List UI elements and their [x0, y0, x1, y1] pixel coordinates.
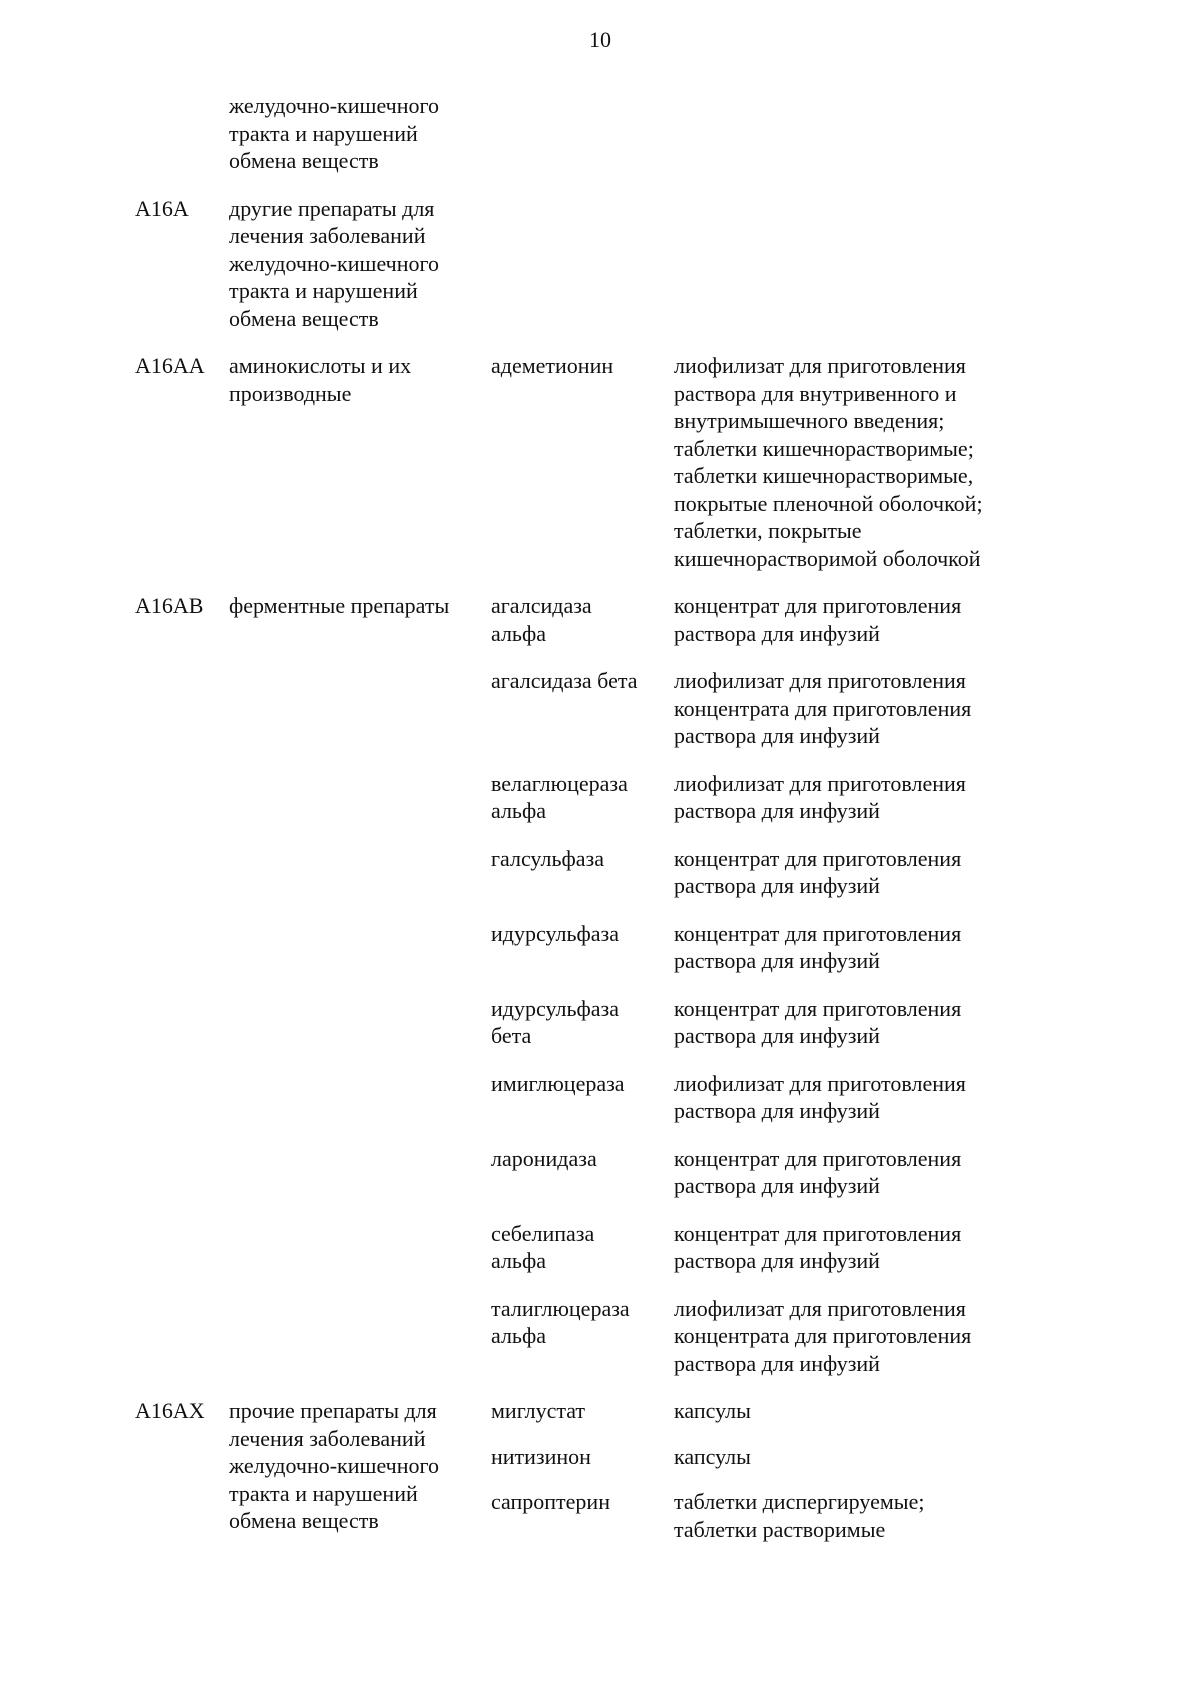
group-line: тракта и нарушений [229, 1480, 418, 1506]
drug-name: имиглюцераза [491, 1070, 625, 1096]
group-line: лечения заболеваний [229, 1425, 426, 1451]
group-name [229, 592, 491, 1377]
drug-row [491, 1397, 1145, 1425]
group-line: тракта и нарушений [229, 278, 418, 303]
drug-row [491, 1443, 1145, 1471]
dosage-form: концентрат для приготовления раствора для инфузий [674, 1220, 962, 1273]
drug-row [491, 995, 1145, 1050]
drug-name: идурсульфаза [491, 920, 619, 946]
drug-name: агалсидаза бета [491, 668, 638, 693]
atc-code [135, 92, 229, 175]
group-line: другие препараты для [229, 195, 435, 221]
drug-name: галсульфаза [491, 845, 604, 871]
form-line: таблетки, покрытые [674, 518, 862, 543]
drug-row [491, 845, 1145, 900]
drug-row [491, 1488, 1145, 1543]
atc-code: A16AA [135, 353, 205, 378]
group-line: желудочно-кишечного [229, 93, 439, 118]
group-line: прочие препараты для [229, 1398, 437, 1423]
group-line: ферментные препараты [229, 593, 450, 618]
form-line: таблетки кишечнорастворимые, [674, 463, 974, 488]
drug-name: нитизинон [491, 1443, 591, 1469]
group-line: обмена веществ [229, 305, 379, 331]
group-line: желудочно-кишечного [229, 1453, 439, 1478]
dosage-form: концентрат для приготовления раствора для инфузий [674, 593, 962, 646]
group-line: аминокислоты и их [229, 353, 412, 378]
drug-row [491, 1145, 1145, 1200]
drug-table [135, 92, 1145, 1543]
table-row-a16ab [135, 592, 1145, 1377]
drug-row [491, 1220, 1145, 1275]
group-line: обмена веществ [229, 148, 379, 173]
drug-name: сапроптерин [491, 1489, 610, 1514]
group-line: желудочно-кишечного [229, 250, 439, 276]
group-name [229, 195, 491, 333]
form-line: раствора для внутривенного и [674, 380, 957, 406]
drug-row [491, 920, 1145, 975]
table-row-continuation [135, 92, 1145, 175]
form-line: покрытые пленочной оболочкой; [674, 490, 983, 516]
drug-name [491, 352, 674, 572]
group-name [229, 1397, 491, 1543]
form-line: внутримышечного введения; [674, 408, 945, 433]
drug-name: себелипаза альфа [491, 1220, 595, 1273]
group-line: обмена веществ [229, 1508, 379, 1533]
group-line: производные [229, 380, 352, 406]
dosage-form: лиофилизат для приготовления концентрата для приготовления раствора для инфузий [674, 1295, 972, 1376]
group-name [229, 92, 491, 175]
dosage-form: концентрат для приготовления раствора для инфузий [674, 845, 962, 898]
drug-name: талиглюцераза альфа [491, 1295, 630, 1348]
drug-row [491, 770, 1145, 825]
dosage-form: капсулы [674, 1443, 751, 1469]
dosage-form: лиофилизат для приготовления концентрата для приготовления раствора для инфузий [674, 668, 972, 748]
drug-row [491, 667, 1145, 750]
form-line: лиофилизат для приготовления [674, 353, 966, 378]
drug-name: агалсидаза альфа [491, 593, 592, 646]
drug-name: велаглюцераза альфа [491, 770, 628, 823]
drug-row [491, 592, 1145, 647]
drug-row [491, 1295, 1145, 1378]
group-line: тракта и нарушений [229, 120, 418, 146]
page-number: 10 [589, 27, 611, 52]
atc-code: A16AX [135, 1398, 205, 1423]
dosage-form: концентрат для приготовления раствора для инфузий [674, 995, 962, 1048]
group-line: лечения заболеваний [229, 223, 426, 248]
table-row-a16a [135, 195, 1145, 333]
dosage-form: концентрат для приготовления раствора для инфузий [674, 920, 962, 973]
drug-name: ларонидаза [491, 1145, 597, 1171]
dosage-form: лиофилизат для приготовления раствора для инфузий [674, 770, 966, 823]
form-line: кишечнорастворимой оболочкой [674, 545, 981, 571]
drug-name: миглустат [491, 1398, 586, 1423]
table-row-a16ax [135, 1397, 1145, 1543]
dosage-form: таблетки диспергируемые; таблетки растворимые [674, 1489, 925, 1542]
dosage-form: капсулы [674, 1398, 751, 1423]
dosage-form: лиофилизат для приготовления раствора для инфузий [674, 1070, 966, 1123]
form-line: таблетки кишечнорастворимые; [674, 435, 974, 461]
group-name [229, 352, 491, 572]
atc-code: A16AB [135, 593, 204, 618]
atc-code: A16A [135, 195, 189, 221]
table-row-a16aa [135, 352, 1145, 572]
drug-row [491, 1070, 1145, 1125]
drug-line: адеметионин [491, 353, 614, 378]
dosage-form: концентрат для приготовления раствора для инфузий [674, 1145, 962, 1198]
drug-name: идурсульфаза бета [491, 995, 619, 1048]
dosage-form [674, 352, 1145, 572]
